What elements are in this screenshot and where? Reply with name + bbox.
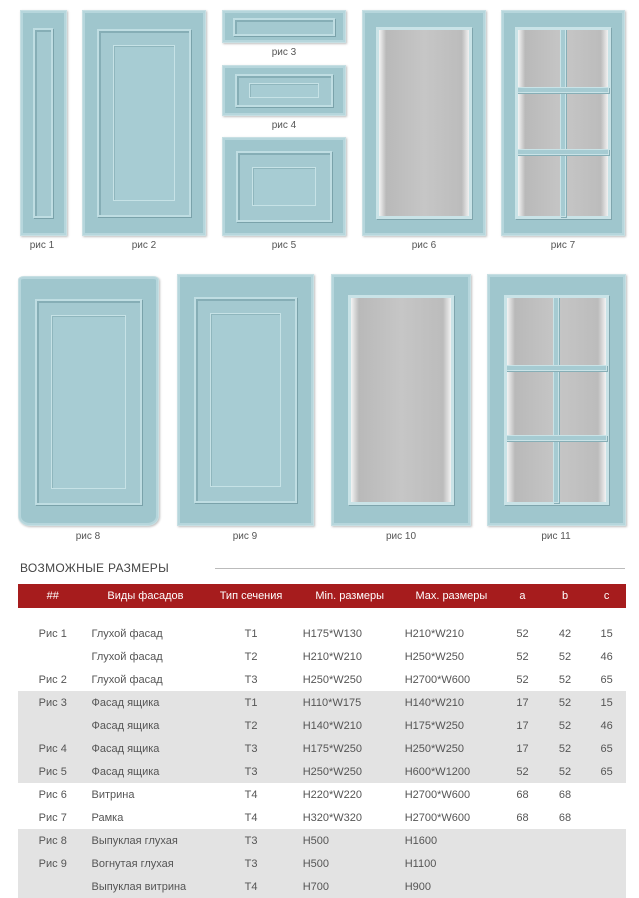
- header-b: b: [543, 584, 587, 608]
- table-row: Рис 4 Фасад ящика T3 H175*W250 H250*W250 17 52 65: [18, 737, 626, 760]
- caption-fig2: рис 2: [131, 240, 157, 251]
- caption-fig8: рис 8: [75, 531, 101, 542]
- header-a: a: [502, 584, 543, 608]
- table-row: Рис 6 Витрина T4 H220*W220 H2700*W600 68 68: [38, 788, 572, 801]
- table-row: Рис 1 Глухой фасад T1 H175*W130 H210*W210 52 42 15: [38, 627, 613, 640]
- table-row: Фасад ящика T2 H140*W210 H175*W250 17 52 46: [18, 714, 626, 737]
- table-row: Рис 8 Выпуклая глухая T3 H500 H1600: [18, 829, 626, 852]
- facade-fig9: [177, 274, 314, 526]
- facade-fig1: [20, 10, 67, 236]
- caption-fig3: рис 3: [271, 47, 297, 58]
- table-row: Рис 3 Фасад ящика T1 H110*W175 H140*W210 17 52 15: [18, 691, 626, 714]
- table-header-row: [18, 584, 626, 608]
- table-row: Рис 9 Вогнутая глухая T3 H500 H1100: [18, 852, 626, 875]
- table-row: Рис 2 Глухой фасад T3 H250*W250 H2700*W600 52 52 65: [38, 673, 613, 686]
- facade-fig3: [222, 10, 346, 43]
- caption-fig9: рис 9: [232, 531, 258, 542]
- table-row: Рис 7 Рамка T4 H320*W320 H2700*W600 68 68: [38, 811, 572, 824]
- sizes-table: [18, 584, 626, 898]
- caption-fig4: рис 4: [271, 120, 297, 131]
- table-row: Глухой фасад T2 H210*W210 H250*W250 52 52 46: [91, 650, 613, 663]
- header-number: ##: [18, 584, 88, 608]
- caption-fig6: рис 6: [411, 240, 437, 251]
- caption-fig10: рис 10: [385, 531, 417, 542]
- table-row: Выпуклая витрина T4 H700 H900: [18, 875, 626, 898]
- facade-fig4: [222, 65, 346, 116]
- section-title: ВОЗМОЖНЫЕ РАЗМЕРЫ: [20, 561, 170, 575]
- header-c: c: [587, 584, 626, 608]
- facade-fig10: [331, 274, 471, 526]
- facade-fig2: [82, 10, 206, 236]
- table-row: Рис 5 Фасад ящика T3 H250*W250 H600*W1200 52 52 65: [18, 760, 626, 783]
- caption-fig5: рис 5: [271, 240, 297, 251]
- header-facade-type: Виды фасадов: [88, 584, 204, 608]
- facade-fig8: [18, 276, 159, 526]
- header-section-type: Тип сечения: [203, 584, 298, 608]
- facade-fig7: [501, 10, 625, 236]
- spacer-row: [18, 608, 626, 622]
- caption-fig11: рис 11: [541, 531, 571, 542]
- facade-fig11: [487, 274, 626, 526]
- header-max-size: Max. размеры: [401, 584, 502, 608]
- facade-fig6: [362, 10, 486, 236]
- caption-fig1: рис 1: [29, 240, 55, 251]
- facade-fig5: [222, 137, 346, 236]
- section-divider: [215, 568, 625, 569]
- header-min-size: Min. размеры: [299, 584, 401, 608]
- caption-fig7: рис 7: [550, 240, 576, 251]
